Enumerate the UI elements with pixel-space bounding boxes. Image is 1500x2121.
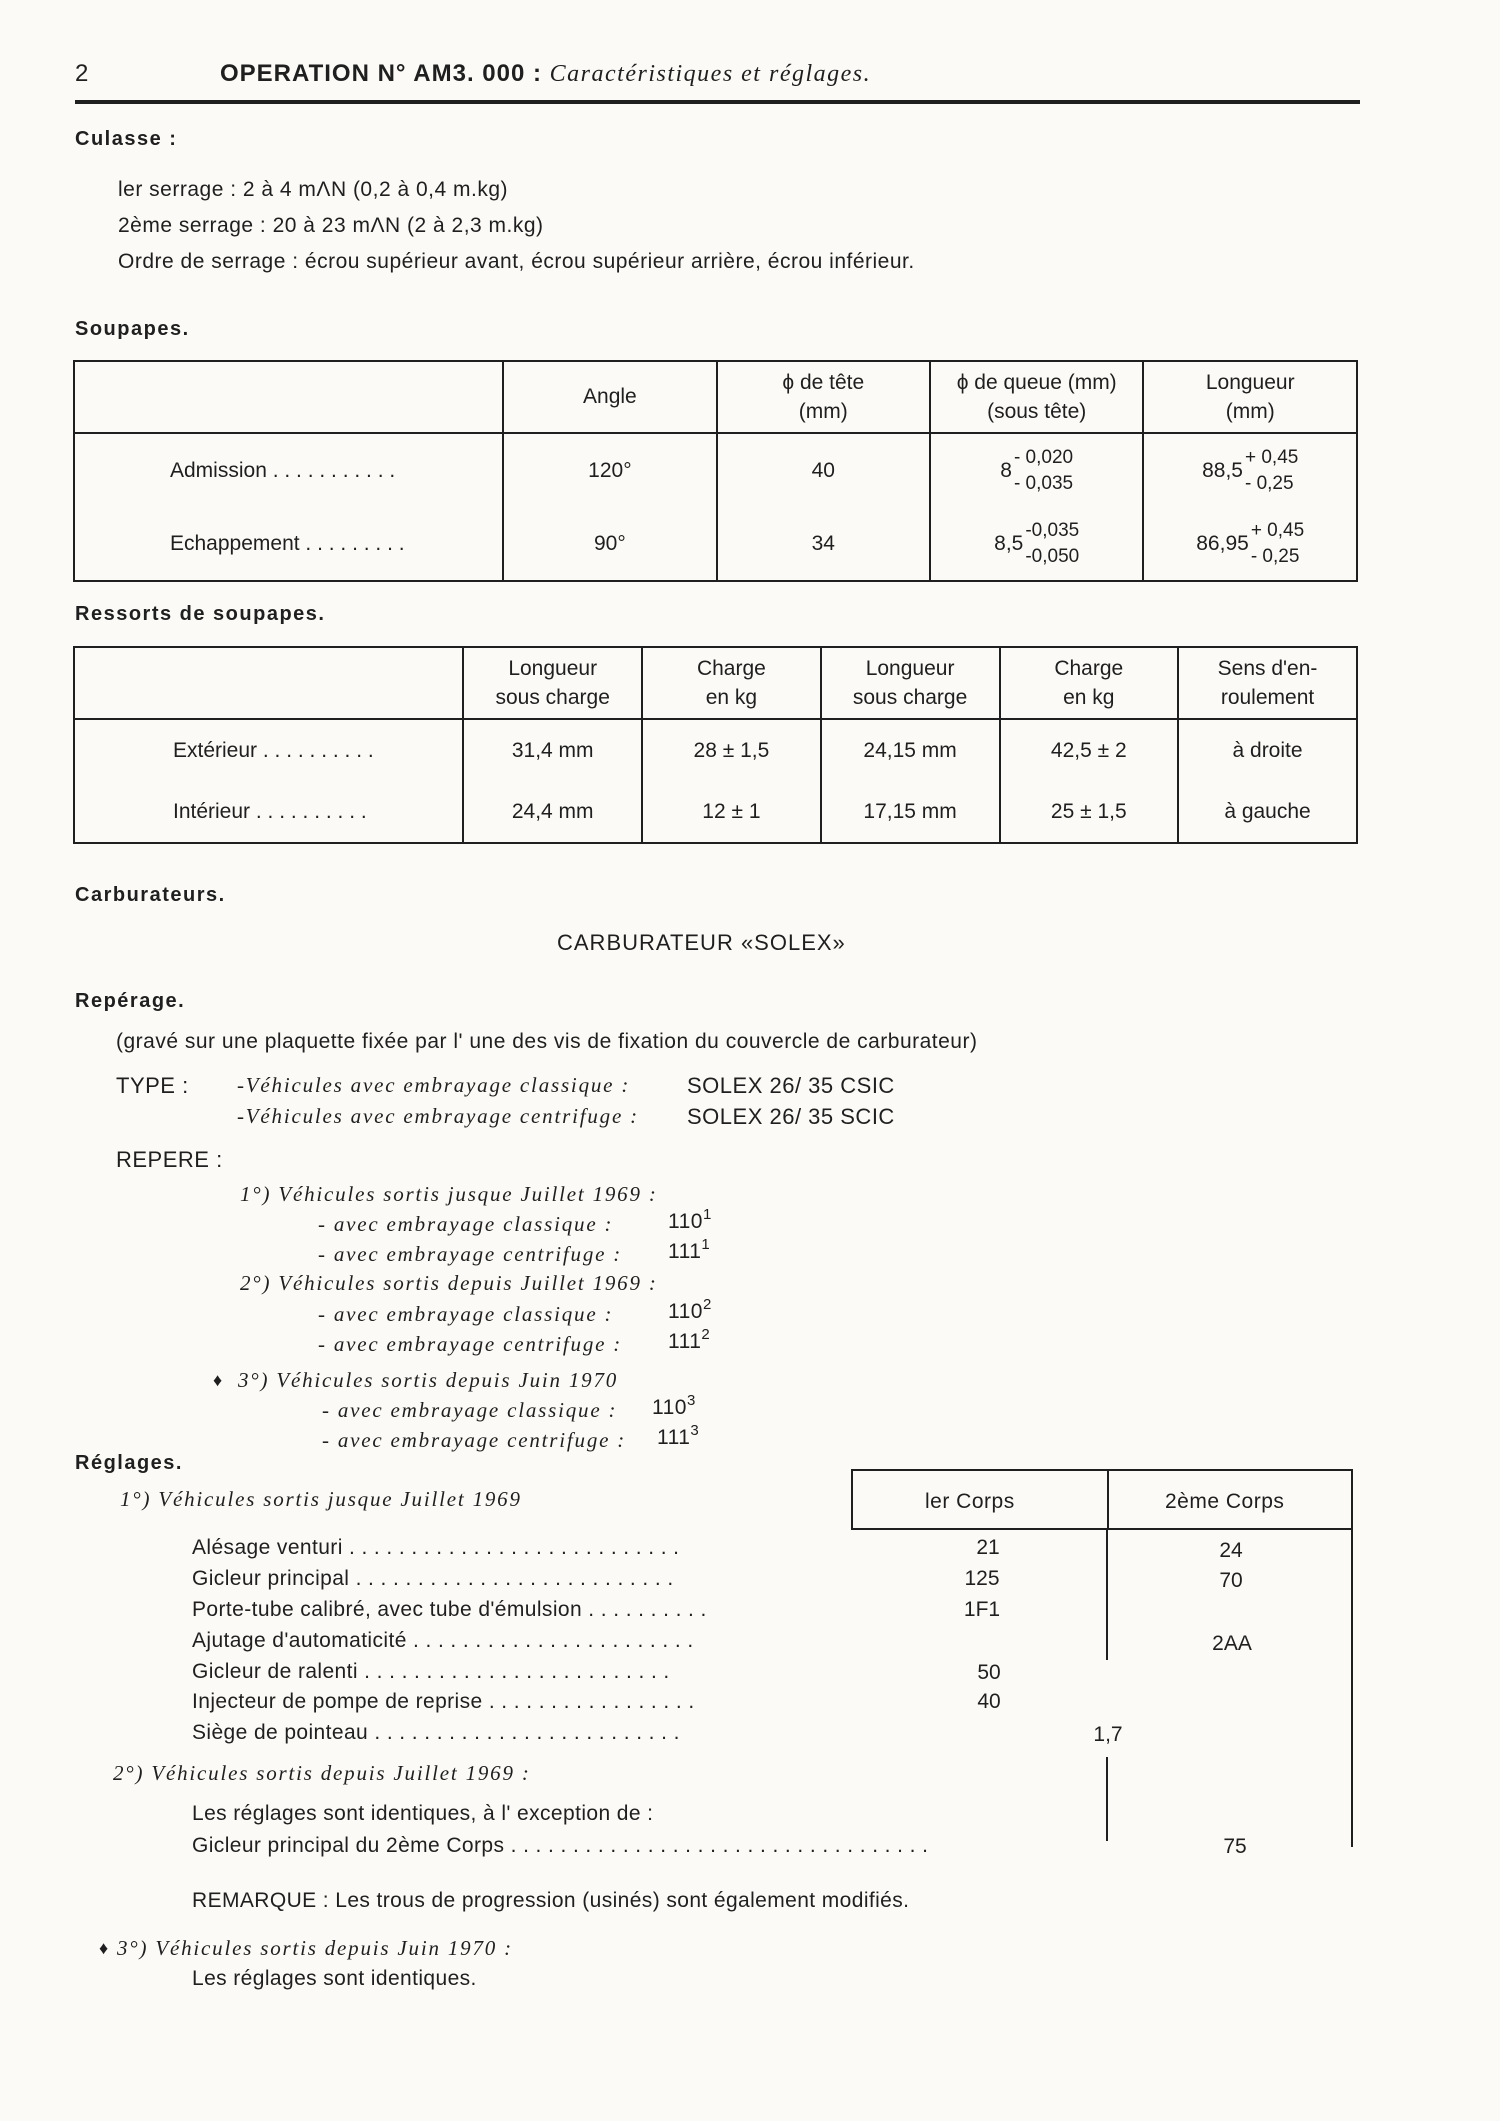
repere-code-exponent: 3 — [690, 1422, 700, 1439]
type-label: TYPE : — [116, 1073, 189, 1098]
repere-item-desc: - avec embrayage centrifuge : — [318, 1242, 623, 1266]
reglage-label: Gicleur principal du 2ème Corps . . . . . . . . . . . . . . . . . . . . . . . . . . . . . . . . . . — [192, 1834, 929, 1857]
table-right-rule — [1351, 1469, 1353, 1847]
table-header-row — [74, 647, 1357, 719]
row-label: Echappement . . . . . . . . . — [74, 507, 503, 581]
page-number: 2 — [75, 60, 89, 87]
ressorts-title: Ressorts de soupapes. — [75, 603, 326, 625]
repere-item-code — [657, 1422, 700, 1450]
table-mid-rule — [1106, 1530, 1108, 1660]
repere-code: 111 — [668, 1240, 702, 1263]
reglages-col2-header: 2ème Corps — [1165, 1490, 1285, 1513]
repere-code: 111 — [657, 1426, 691, 1449]
reglage-label: Porte-tube calibré, avec tube d'émulsion . . . . . . . . . . — [192, 1598, 707, 1621]
reglages-section-3: 3°) Véhicules sortis depuis Juin 1970 : — [117, 1936, 513, 1960]
repere-item-desc: - avec embrayage classique : — [318, 1212, 614, 1236]
table-cell: 25 ± 1,5 — [1000, 781, 1179, 843]
table-cell: à gauche — [1178, 781, 1357, 843]
culasse-line: ler serrage : 2 à 4 mΛN (0,2 à 0,4 m.kg) — [118, 178, 509, 201]
reglage-value-corps1: 21 — [976, 1536, 1000, 1559]
table-mid-rule — [1107, 1469, 1109, 1530]
revision-marker-icon: ♦ — [99, 1938, 109, 1958]
table-header-row — [74, 361, 1357, 433]
table-cell: 34 — [717, 507, 930, 581]
page-title — [220, 60, 871, 88]
tolerance-base: 8 — [1000, 458, 1012, 482]
tolerance-lower: -0,050 — [1025, 545, 1080, 567]
carburateurs-title: Carburateurs. — [75, 884, 226, 906]
table-header-cell: ϕ de tête (mm) — [717, 361, 930, 433]
table-mid-rule — [1106, 1757, 1108, 1841]
repere-heading-text: Véhicules sortis depuis Juin 1970 — [276, 1368, 619, 1392]
repere-number: 3°) — [238, 1368, 270, 1392]
repere-code-exponent: 2 — [702, 1296, 712, 1313]
repere-number: 2°) — [240, 1271, 272, 1295]
table-cell: 24,4 mm — [463, 781, 642, 843]
repere-code-exponent: 3 — [686, 1392, 696, 1409]
repere-item-desc: - avec embrayage classique : — [318, 1302, 614, 1326]
repere-item-code — [668, 1236, 711, 1264]
type-desc: -Véhicules avec embrayage classique : — [237, 1073, 631, 1097]
reglages-col1-header: ler Corps — [925, 1490, 1015, 1513]
ressorts-table — [73, 646, 1358, 844]
table-cell: 28 ± 1,5 — [642, 719, 821, 781]
reglage-value-corps2: 2AA — [1212, 1632, 1252, 1655]
row-label: Admission . . . . . . . . . . . — [74, 433, 503, 507]
row-label: Intérieur . . . . . . . . . . — [74, 781, 463, 843]
operation-label: OPERATION N° AM3. 000 : — [220, 60, 542, 87]
table-left-rule — [851, 1469, 853, 1530]
culasse-title: Culasse : — [75, 128, 178, 150]
table-cell: 40 — [717, 433, 930, 507]
reglage-value-corps2: 24 — [1219, 1539, 1243, 1562]
revision-marker-icon: ♦ — [213, 1370, 223, 1390]
reperage-note: (gravé sur une plaquette fixée par l' une des vis de fixation du couvercle de carburateur) — [116, 1030, 978, 1053]
repere-heading — [240, 1271, 658, 1296]
repere-heading — [240, 1182, 658, 1207]
soupapes-title: Soupapes. — [75, 318, 190, 340]
repere-heading-text: Véhicules sortis jusque Juillet 1969 : — [278, 1182, 658, 1206]
reglage-value-corps1: 1F1 — [963, 1598, 1001, 1621]
repere-code-exponent: 1 — [702, 1206, 712, 1223]
table-cell: 120° — [503, 433, 716, 507]
carburateur-subtitle: CARBURATEUR «SOLEX» — [557, 930, 846, 955]
repere-number: 1°) — [240, 1182, 272, 1206]
table-header-rule — [851, 1528, 1353, 1530]
reglages-exception-note: Les réglages sont identiques, à l' exception de : — [192, 1802, 654, 1825]
type-desc: -Véhicules avec embrayage centrifuge : — [237, 1104, 639, 1128]
repere-item-code — [668, 1206, 712, 1234]
table-header-cell: Longueur sous charge — [463, 647, 642, 719]
tolerance-base: 88,5 — [1202, 458, 1243, 482]
table-cell: 90° — [503, 507, 716, 581]
table-cell: à droite — [1178, 719, 1357, 781]
table-cell: 31,4 mm — [463, 719, 642, 781]
tolerance-upper: + 0,45 — [1244, 446, 1299, 468]
culasse-line: 2ème serrage : 20 à 23 mΛN (2 à 2,3 m.kg) — [118, 214, 544, 237]
repere-code: 110 — [668, 1210, 703, 1233]
tolerance-base: 8,5 — [994, 531, 1024, 555]
table-header-cell: ϕ de queue (mm) (sous tête) — [930, 361, 1144, 433]
reglage-label: Gicleur principal . . . . . . . . . . . . . . . . . . . . . . . . . . — [192, 1567, 674, 1590]
table-row — [74, 781, 1357, 843]
reperage-title: Repérage. — [75, 990, 186, 1012]
table-top-rule — [851, 1469, 1353, 1471]
tolerance-upper: + 0,45 — [1250, 519, 1305, 541]
tolerance-upper: - 0,020 — [1013, 446, 1074, 468]
repere-code-exponent: 2 — [701, 1326, 711, 1343]
repere-heading — [238, 1368, 618, 1393]
table-cell — [930, 433, 1144, 507]
siege-pointeau-value: 1,7 — [1093, 1723, 1123, 1746]
repere-item-code — [668, 1296, 712, 1324]
reglage-label: Injecteur de pompe de reprise . . . . . . . . . . . . . . . . . — [192, 1690, 695, 1713]
table-corner-cell — [74, 647, 463, 719]
table-cell: 12 ± 1 — [642, 781, 821, 843]
tolerance-lower: - 0,25 — [1250, 545, 1300, 567]
repere-heading-text: Véhicules sortis depuis Juillet 1969 : — [278, 1271, 658, 1295]
repere-code: 111 — [668, 1330, 702, 1353]
table-row — [74, 507, 1357, 581]
repere-item-desc: - avec embrayage centrifuge : — [318, 1332, 623, 1356]
reglage-label: Alésage venturi . . . . . . . . . . . . . . . . . . . . . . . . . . . — [192, 1536, 680, 1559]
table-header-cell: Charge en kg — [1000, 647, 1179, 719]
reglage-value-corps1: 50 — [977, 1661, 1001, 1684]
row-label: Extérieur . . . . . . . . . . — [74, 719, 463, 781]
repere-item-code — [652, 1392, 696, 1420]
reglage-label: Siège de pointeau . . . . . . . . . . . . . . . . . . . . . . . . . — [192, 1721, 680, 1744]
table-header-cell: Longueur sous charge — [821, 647, 1000, 719]
repere-code-exponent: 1 — [701, 1236, 711, 1253]
reglages-section-2: 2°) Véhicules sortis depuis Juillet 1969 : — [113, 1761, 531, 1785]
table-cell: 42,5 ± 2 — [1000, 719, 1179, 781]
culasse-line: Ordre de serrage : écrou supérieur avant, écrou supérieur arrière, écrou inférieur. — [118, 250, 915, 273]
table-cell: 17,15 mm — [821, 781, 1000, 843]
tolerance-upper: -0,035 — [1025, 519, 1080, 541]
table-cell — [930, 507, 1144, 581]
reglage-label: Gicleur de ralenti . . . . . . . . . . . . . . . . . . . . . . . . . — [192, 1660, 670, 1683]
reglage-value-corps1: 125 — [964, 1567, 1000, 1590]
reglages-identiques-note: Les réglages sont identiques. — [192, 1967, 477, 1990]
tolerance-lower: - 0,035 — [1013, 472, 1074, 494]
table-header-cell: Sens d'en- roulement — [1178, 647, 1357, 719]
table-cell — [1143, 507, 1357, 581]
reglage-value-corps1: 40 — [977, 1690, 1001, 1713]
table-header-cell: Longueur (mm) — [1143, 361, 1357, 433]
header-rule — [75, 100, 1360, 104]
table-header-cell: Angle — [503, 361, 716, 433]
repere-item-code — [668, 1326, 711, 1354]
repere-item-desc: - avec embrayage centrifuge : — [322, 1428, 627, 1452]
repere-code: 110 — [668, 1300, 703, 1323]
table-cell — [1143, 433, 1357, 507]
reglages-section-1: 1°) Véhicules sortis jusque Juillet 1969 — [120, 1487, 522, 1511]
reglages-title: Réglages. — [75, 1452, 183, 1474]
remarque-note: REMARQUE : Les trous de progression (usinés) sont également modifiés. — [192, 1889, 910, 1912]
reglage-value-corps2: 75 — [1223, 1835, 1247, 1858]
type-value: SOLEX 26/ 35 SCIC — [687, 1104, 895, 1129]
table-row — [74, 433, 1357, 507]
table-corner-cell — [74, 361, 503, 433]
reglage-label: Ajutage d'automaticité . . . . . . . . . . . . . . . . . . . . . . . — [192, 1629, 694, 1652]
repere-item-desc: - avec embrayage classique : — [322, 1398, 618, 1422]
type-value: SOLEX 26/ 35 CSIC — [687, 1073, 895, 1098]
table-header-cell: Charge en kg — [642, 647, 821, 719]
tolerance-base: 86,95 — [1196, 531, 1249, 555]
page-subject: Caractéristiques et réglages. — [549, 61, 872, 87]
reglage-value-corps2: 70 — [1219, 1569, 1243, 1592]
table-cell: 24,15 mm — [821, 719, 1000, 781]
tolerance-lower: - 0,25 — [1244, 472, 1294, 494]
repere-code: 110 — [652, 1396, 687, 1419]
repere-label: REPERE : — [116, 1147, 223, 1172]
soupapes-table — [73, 360, 1358, 582]
table-row — [74, 719, 1357, 781]
